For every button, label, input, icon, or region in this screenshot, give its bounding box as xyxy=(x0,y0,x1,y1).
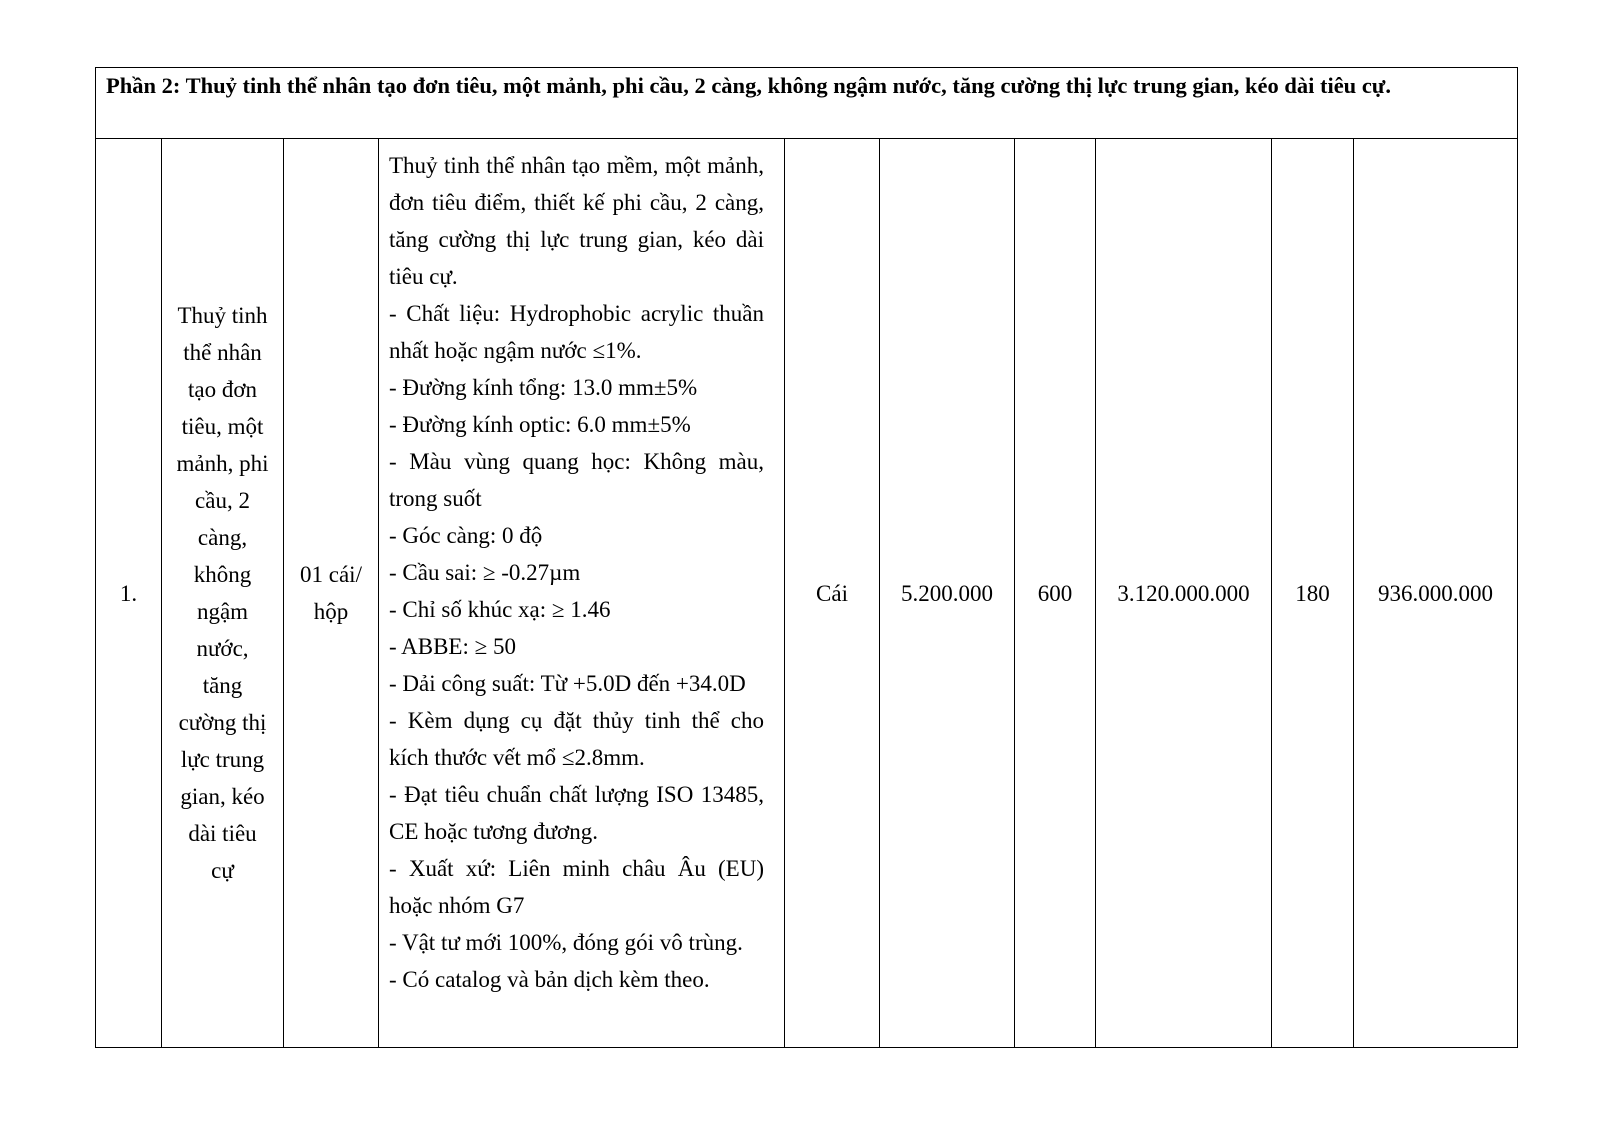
item-name-line: càng, xyxy=(197,525,248,550)
spec-paragraph: - Dải công suất: Từ +5.0D đến +34.0D xyxy=(389,671,746,696)
section-header-row xyxy=(96,68,1518,139)
spec-paragraph: - Đường kính optic: 6.0 mm±5% xyxy=(389,412,691,437)
item-name-cell xyxy=(162,139,284,1048)
spec-paragraph: - Góc càng: 0 độ xyxy=(389,523,543,548)
item-name-line: gian, kéo xyxy=(180,784,265,809)
spec-paragraph: - Đường kính tổng: 13.0 mm±5% xyxy=(389,375,698,400)
spec-paragraph: - Chất liệu: Hydrophobic acrylic thuần nhất hoặc ngậm nước ≤1%. xyxy=(389,301,764,363)
packaging-line: 01 cái/ xyxy=(300,562,362,587)
item-name-line: tăng xyxy=(202,673,243,698)
table-row xyxy=(96,139,1518,1048)
item-name-line: cường thị xyxy=(178,710,267,735)
item-name-line: không xyxy=(193,562,252,587)
section-header: Phần 2: Thuỷ tinh thể nhân tạo đơn tiêu, một mảnh, phi cầu, 2 càng, không ngậm nước, tăng cường thị lực trung gian, kéo dài tiêu cự. xyxy=(96,68,1518,139)
item-name-line: cầu, 2 xyxy=(195,488,250,513)
item-name-line: ngậm xyxy=(196,599,249,624)
item-name-line: cự xyxy=(211,858,234,883)
item-name-line: mảnh, phi xyxy=(176,451,269,476)
spec-paragraph: - Vật tư mới 100%, đóng gói vô trùng. xyxy=(389,930,743,955)
quantity-cell: 600 xyxy=(1015,139,1096,1048)
spec-paragraph: - Đạt tiêu chuẩn chất lượng ISO 13485, CE hoặc tương đương. xyxy=(389,782,764,844)
spec-paragraph: - Có catalog và bản dịch kèm theo. xyxy=(389,967,710,992)
item-name-line: lực trung xyxy=(180,747,265,772)
item-name-line: tạo đơn xyxy=(187,377,257,402)
unit-price-cell: 5.200.000 xyxy=(880,139,1015,1048)
spec-paragraph: Thuỷ tinh thể nhân tạo mềm, một mảnh, đơn tiêu điểm, thiết kế phi cầu, 2 càng, tăng cường thị lực trung gian, kéo dài tiêu cự. xyxy=(389,153,764,289)
spec-paragraph: - Xuất xứ: Liên minh châu Âu (EU) hoặc nhóm G7 xyxy=(389,856,764,918)
procurement-table xyxy=(95,67,1518,1048)
days-cell: 180 xyxy=(1272,139,1354,1048)
amount-cell: 936.000.000 xyxy=(1354,139,1518,1048)
specification-cell xyxy=(379,139,785,1048)
item-name-line: dài tiêu xyxy=(188,821,257,846)
spec-paragraph: - ABBE: ≥ 50 xyxy=(389,634,516,659)
spec-paragraph: - Chỉ số khúc xạ: ≥ 1.46 xyxy=(389,597,611,622)
item-name-line: thể nhân xyxy=(183,340,262,365)
item-name-line: nước, xyxy=(196,636,249,661)
item-index-cell: 1. xyxy=(96,139,162,1048)
unit-cell: Cái xyxy=(785,139,880,1048)
total-cell: 3.120.000.000 xyxy=(1096,139,1272,1048)
spec-paragraph: - Kèm dụng cụ đặt thủy tinh thể cho kích thước vết mổ ≤2.8mm. xyxy=(389,708,764,770)
item-name-line: tiêu, một xyxy=(181,414,264,439)
spec-paragraph: - Cầu sai: ≥ -0.27µm xyxy=(389,560,581,585)
item-name-line: Thuỷ tinh xyxy=(177,303,268,328)
packaging-cell xyxy=(284,139,379,1048)
spec-paragraph: - Màu vùng quang học: Không màu, trong suốt xyxy=(389,449,764,511)
packaging-line: hộp xyxy=(313,599,349,624)
